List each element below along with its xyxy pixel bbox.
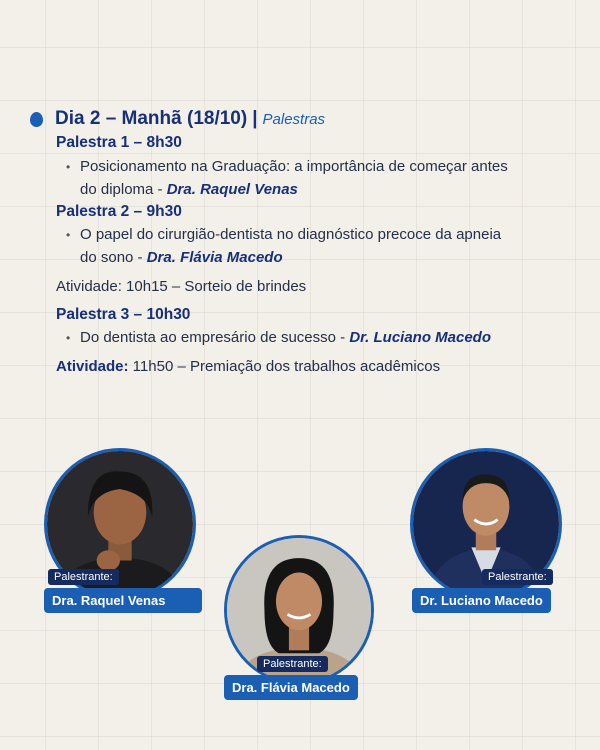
talk2-line2: do sono - (80, 249, 147, 266)
talk2-item (66, 226, 501, 243)
activity2-text: 11h50 – Premiação dos trabalhos acadêmicos (128, 358, 441, 375)
speaker-role-flavia: Palestrante: (257, 656, 328, 672)
talk1-title: Palestra 1 – 8h30 (56, 134, 182, 151)
speaker-name-raquel: Dra. Raquel Venas (44, 588, 202, 613)
talk3-line1: Do dentista ao empresário de sucesso - (80, 329, 350, 346)
bullet-icon: • (66, 228, 71, 242)
speaker-name-luciano: Dr. Luciano Macedo (412, 588, 551, 613)
activity2-label: Atividade: (56, 358, 129, 375)
day-title: Dia 2 – Manhã (18/10) (55, 108, 248, 129)
talk2-line1: O papel do cirurgião-dentista no diagnóstico precoce da apneia (80, 226, 502, 243)
activity1: Atividade: 10h15 – Sorteio de brindes (56, 278, 307, 295)
bullet-icon: • (66, 160, 71, 174)
speaker-role-luciano: Palestrante: (482, 569, 553, 585)
talk1-speaker: Dra. Raquel Venas (166, 181, 298, 198)
day-type: Palestras (262, 110, 326, 128)
talk3-item (66, 329, 491, 346)
talk1-cont (80, 181, 298, 198)
talk1-item (66, 158, 508, 175)
speaker-role-raquel: Palestrante: (48, 569, 119, 585)
day-heading (30, 108, 325, 130)
day-separator: | (252, 108, 258, 129)
bullet-dot-icon (30, 112, 43, 127)
speaker-name-flavia: Dra. Flávia Macedo (224, 675, 358, 700)
talk2-title: Palestra 2 – 9h30 (56, 203, 182, 220)
talk3-title: Palestra 3 – 10h30 (56, 306, 191, 323)
talk1-line1: Posicionamento na Graduação: a importância de começar antes (80, 158, 508, 175)
talk2-speaker: Dra. Flávia Macedo (146, 249, 283, 266)
activity2 (56, 358, 440, 375)
talk1-line2: do diploma - (80, 181, 167, 198)
talk3-speaker: Dr. Luciano Macedo (349, 329, 492, 346)
talk2-cont (80, 249, 283, 266)
bullet-icon: • (66, 331, 71, 345)
